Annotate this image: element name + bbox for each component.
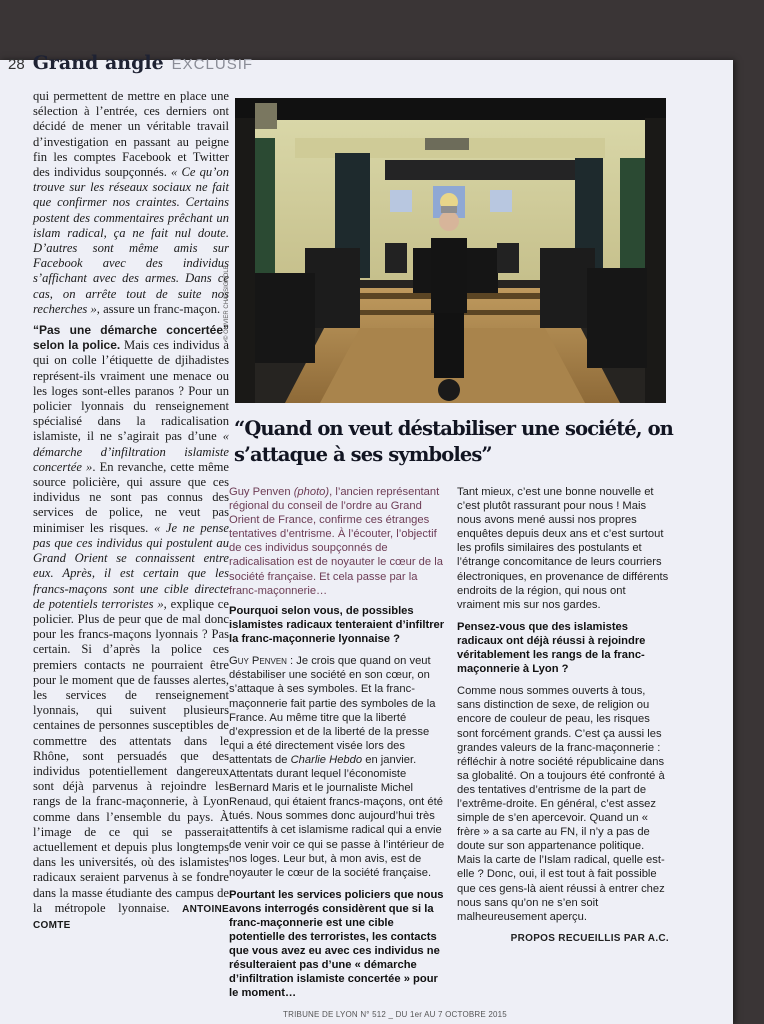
quote: « Je ne pense pas que ces individus qui postulent au Grand Orient se connaissent entre eux. Après, il est certain que les francs-maçons sont une cible directe de potentiels terroristes » [33, 520, 230, 611]
quote: « Ce qu’on trouve sur les réseaux sociaux ne fait que confirmer nos craintes. Certains postent des commentaires prêchant un islam radical, ça ne fait nul doute. D’autres sont même amis sur Facebook avec des individus s’affichant avec des armes. Dans ce cas, on arrête tout de suite nos recherches » [33, 165, 229, 316]
article-paragraph: qui permettent de mettre en place une sélection à l’entrée, ces derniers ont décidé de mener un véritable travail d’investigation en passant au peigne fin les comptes Facebook et Twitter des individus soupçonnés. « Ce qu’on trouve sur les réseaux sociaux ne fait que confirmer nos craintes. Certains postent des commentaires prêchant un islam radical, ça ne fait nul doute. D’autres sont même amis sur Facebook avec des individus s’affichant avec des armes. Dans ce cas, on arrête tout de suite nos recherches », assure un franc-maçon. [33, 89, 229, 316]
interview-headline: “Quand on veut déstabiliser une société, on s’attaque à ses symboles” [234, 417, 673, 466]
article-column-left [33, 89, 229, 933]
quote: « démarche d’infiltration islamiste concertée » [33, 429, 229, 474]
interview-signature: PROPOS RECUEILLIS PAR A.C. [510, 932, 669, 944]
interview-column-middle [229, 604, 447, 1001]
speaker-name: Guy Penven : [229, 655, 294, 668]
interview-question: Pensez-vous que des islamistes radicaux ont déjà réussi à rejoindre véritablement les rangs de la franc-maçonnerie à Lyon ? [457, 620, 646, 676]
interview-question: Pourquoi selon vous, de possibles islamistes radicaux tenteraient d’infiltrer la franc-maçonnerie lyonnaise ? [229, 605, 445, 646]
author-signature: ANTOINE COMTE [33, 903, 230, 931]
interview-answer: Comme nous sommes ouverts à tous, sans distinction de sexe, de religion ou encore de couleur de peau, les risques sont forcément grands. C’est ça aussi les grandes valeurs de la franc-maçonnerie : réfléchir à notre société républicaine dans sa globalité. On a toujours été confronté à des tentatives d’entrisme de la part de l’extrême-droite. En général, c’est assez simple de s’en apercevoir. Quand un « frère » a sa carte au FN, il n’y a pas de doute sur son appartenance politique. Mais la carte de l’Islam radical, quelle est-elle ? Donc, oui, il est tout à fait possible que ces gens-là aient réussi à entrer chez nous sans qu’on ne s’en soit malheureusement aperçu. [457, 685, 665, 923]
page-header [8, 52, 253, 76]
interview-intro: Guy Penven (photo), l’ancien représentant régional du conseil de l’ordre au Grand Orient de France, confirme ces étranges tentatives d’entrisme. À l’écouter, l’objectif de ces individus soupçonnés de radicalisation est de noyauter le cœur de la société française. Et cela passe par la franc-maçonnerie… [229, 486, 443, 597]
section-title: Grand angle [32, 52, 164, 74]
article-paragraph: “Pas une démarche concertée” selon la police. Mais ces individus à qui on colle l’étiquette de djihadistes représent-ils vraiment une menace ou les loges sont-elles paranos ? Pour un policier lyonnais du renseignement spécialisé dans la radicalisation islamiste, il ne s’agirait pas d’une « démarche d’infiltration islamiste concertée ». En revanche, cette même source policière, qui assure que ces individus ne sont pas connus des services de police, ne veut pas minimiser les risques. « Je ne pense pas que ces individus qui postulent au Grand Orient se connaissent entre eux. Après, il est certain que les francs-maçons sont une cible directe de potentiels terroristes », explique ce policier. Plus de peur que de mal donc pour les francs-maçons lyonnais ? Pas certain. Si d’après la police ces premiers contacts ne pourraient être pour le moment que de fausses alertes, les services de renseignement lyonnais, qui suivent plusieurs centaines de personnes susceptibles de commettre des attentats dans le Rhône, sont persuadés que des individus potentiellement dangereux sont déjà parvenus à rejoindre les rangs de la franc-maçonnerie, à Lyon comme dans l’ensemble du pays. À l’image de ce qui se passerait actuellement et depuis plus longtemps dans les universités, où des islamistes radicaux seraient parvenus à se fondre dans la masse étudiante des campus de la métropole lyonnaise. ANTOINE COMTE [33, 323, 230, 931]
section-tag: EXCLUSIF [171, 56, 254, 73]
interview-answer: Tant mieux, c’est une bonne nouvelle et c’est plutôt rassurant pour nous ! Mais nous avons mené aussi nos propres enquêtes depuis deux ans et c’est surtout les profils similaires des postulants et l’étrange concomitance de leurs courriers électroniques, en provenance de différents endroits de la région, qui nous ont vraiment mis sur nos gardes. [457, 486, 669, 611]
lead-heading: “Pas une démarche concertée” selon la police. [33, 323, 229, 353]
page-footer: TRIBUNE DE LYON N° 512 _ DU 1er AU 7 OCTOBRE 2015 [283, 1010, 507, 1019]
interview-question: Pourtant les services policiers que nous avons interrogés considèrent que si la franc-maçonnerie est une cible potentielle des terroristes, les contacts que vous avez eu avec ces individus ne résulteraient pas d’une « démarche d’infiltration islamiste concertée » pour le moment… [229, 888, 444, 1000]
interview-answer: Guy Penven : Je crois que quand on veut déstabiliser une société en son cœur, on s’attaque à ses symboles. Et la franc-maçonnerie fait partie des symboles de la France. Au même titre que la liberté d’expression et de la liberté de la presse qui a été directement visée lors des attentats de Charlie Hebdo en janvier. Attentats durant lequel l’économiste Bernard Maris et le journaliste Michel Renaud, qui étaient francs-maçons, ont été tués. Nous sommes donc aujourd’hui très attentifs à cet islamisme radical qui a envie de venir voir ce qui se passe à l’intérieur de nos loges. Leur but, à mon avis, est de noyauter le cœur de la société française. [229, 655, 445, 879]
interview-column-right [457, 485, 669, 946]
page-number: 28 [8, 56, 25, 73]
photo-credit: © OLIVIER CHASSIGNOLE [224, 265, 230, 340]
lodge-photo [235, 98, 666, 403]
lodge-interior-image [235, 98, 666, 403]
